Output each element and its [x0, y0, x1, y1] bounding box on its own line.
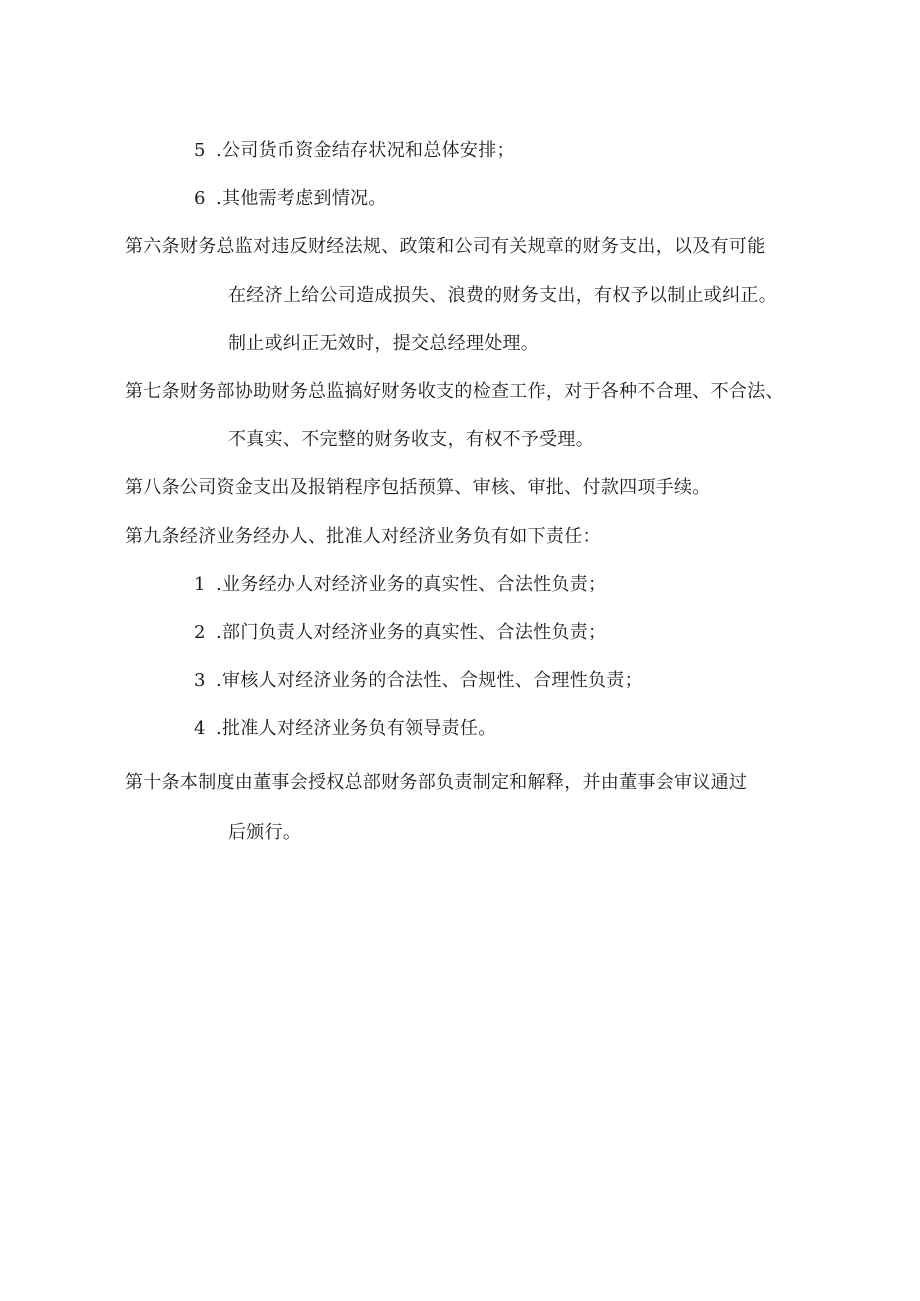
list-item — [194, 669, 643, 693]
article-6-line-2: 在经济上给公司造成损失、浪费的财务支出，有权予以制止或纠正。 — [228, 285, 777, 306]
list-number: 3 — [194, 670, 206, 691]
article-8: 第八条公司资金支出及报销程序包括预算、审核、审批、付款四项手续。 — [125, 477, 711, 498]
list-text: .部门负责人对经济业务的真实性、合法性负责； — [216, 622, 607, 643]
list-item — [194, 573, 606, 597]
list-text: .审核人对经济业务的合法性、合规性、合理性负责； — [216, 670, 643, 691]
list-item — [194, 187, 387, 211]
list-number: 6 — [194, 188, 206, 209]
article-7-line-2: 不真实、不完整的财务收支，有权不予受理。 — [228, 429, 594, 450]
article-7-line-1: 第七条财务部协助财务总监搞好财务收支的检查工作，对于各种不合理、不合法、 — [125, 381, 784, 402]
list-text: .公司货币资金结存状况和总体安排； — [216, 140, 515, 161]
list-item — [194, 621, 606, 645]
list-number: 2 — [194, 622, 206, 643]
list-text: .业务经办人对经济业务的真实性、合法性负责； — [216, 574, 607, 595]
list-item — [194, 717, 497, 741]
list-number: 4 — [194, 718, 206, 739]
article-6-line-1: 第六条财务总监对违反财经法规、政策和公司有关规章的财务支出，以及有可能 — [125, 236, 766, 257]
article-10-line-2: 后颁行。 — [228, 822, 302, 843]
list-item — [194, 139, 515, 163]
list-number: 5 — [194, 140, 206, 161]
article-9: 第九条经济业务经办人、批准人对经济业务负有如下责任： — [125, 526, 601, 547]
list-number: 1 — [194, 574, 206, 595]
article-10-line-1: 第十条本制度由董事会授权总部财务部负责制定和解释，并由董事会审议通过 — [125, 772, 748, 793]
list-text: .批准人对经济业务负有领导责任。 — [216, 718, 497, 739]
list-text: .其他需考虑到情况。 — [216, 188, 387, 209]
article-6-line-3: 制止或纠正无效时，提交总经理处理。 — [228, 333, 540, 354]
